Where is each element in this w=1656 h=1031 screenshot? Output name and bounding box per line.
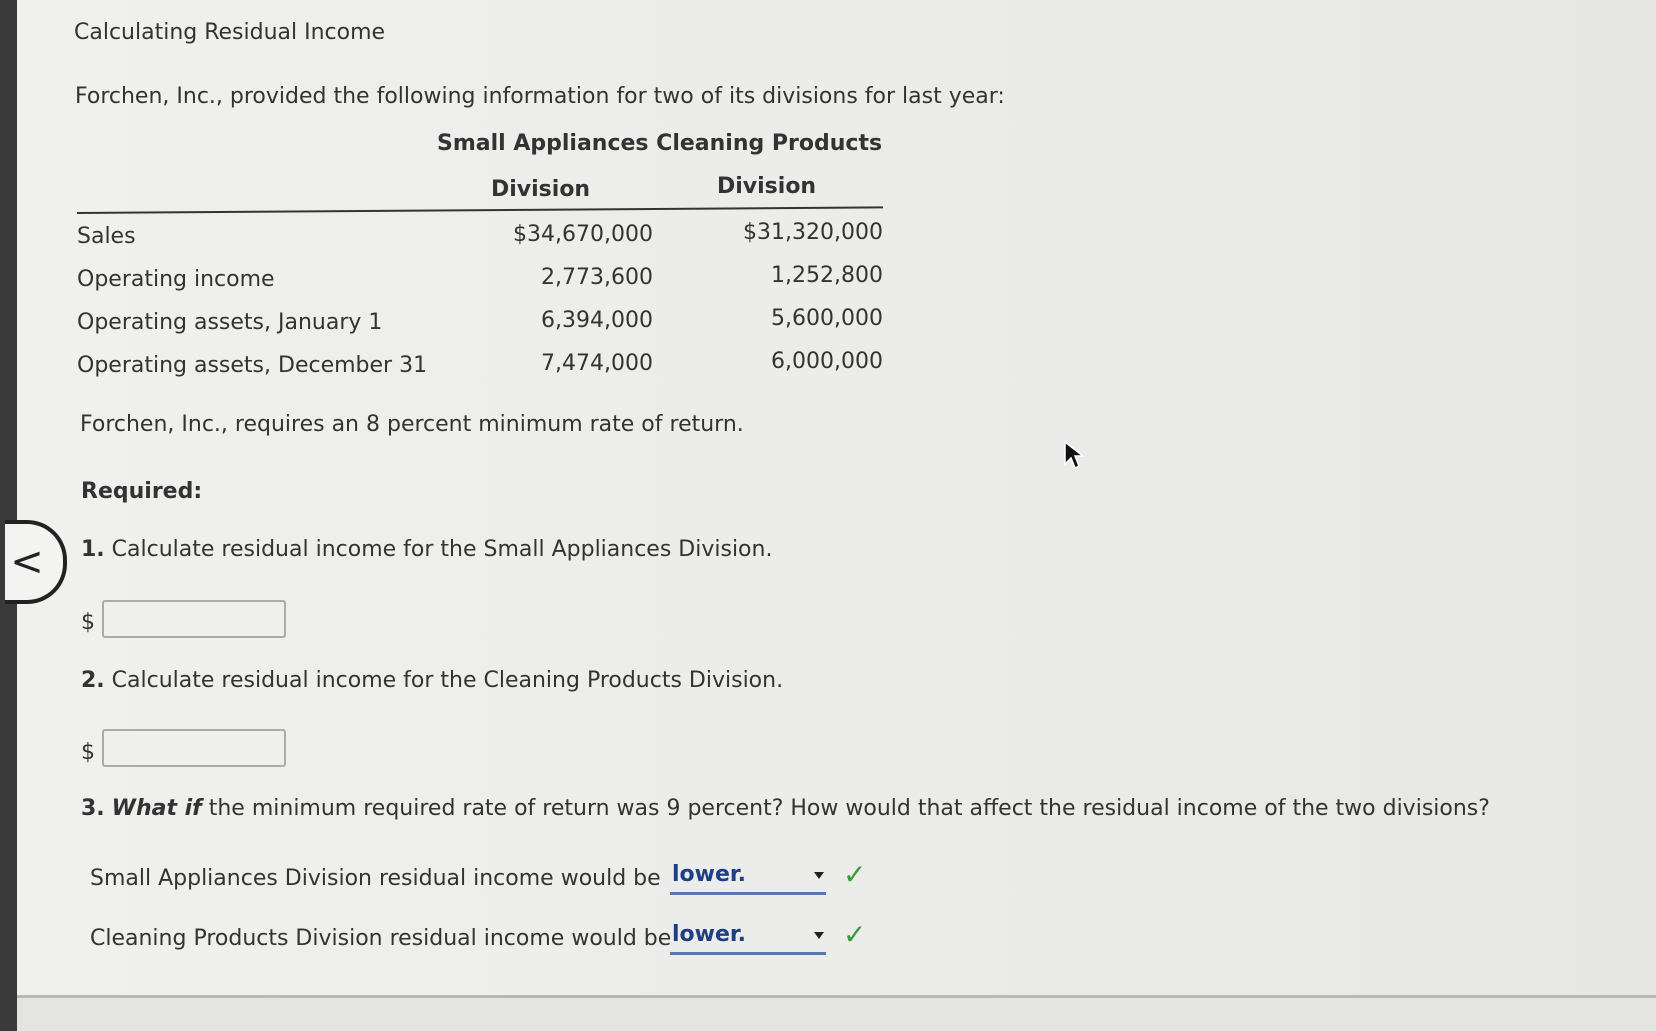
question-text: Calculate residual income for the Cleaning Products Division. — [111, 668, 784, 693]
table-header-col1: Division — [491, 177, 591, 202]
caret-down-icon — [814, 932, 824, 939]
currency-symbol: $ — [81, 740, 95, 765]
question-number: 3. — [81, 796, 105, 821]
left-edge — [0, 0, 17, 1031]
question-number: 2. — [81, 668, 105, 693]
table-header-col2: Division — [717, 174, 817, 199]
check-icon: ✓ — [843, 918, 867, 951]
required-heading: Required: — [81, 479, 203, 504]
row-label: Operating assets, January 1 — [77, 310, 383, 335]
table-header-divisions: Small Appliances Cleaning Products — [437, 131, 883, 156]
cleaning-products-dropdown[interactable] — [670, 922, 826, 955]
small-appliances-answer-label: Small Appliances Division residual income would be — [90, 866, 661, 891]
small-appliances-value: 7,474,000 — [541, 351, 653, 376]
question-2 — [81, 668, 783, 693]
table-divider — [77, 206, 883, 214]
row-label: Sales — [77, 224, 136, 249]
dropdown-value: lower. — [672, 862, 746, 887]
check-icon: ✓ — [843, 858, 867, 891]
table-row — [77, 349, 883, 383]
page-footer-area — [17, 998, 1656, 1031]
page-title: Calculating Residual Income — [74, 20, 386, 45]
question-number: 1. — [81, 537, 105, 562]
question-text: the minimum required rate of return was 9 percent? How would that affect the residual income of the two divisions? — [208, 796, 1490, 821]
cleaning-products-value: $31,320,000 — [743, 220, 883, 245]
small-appliances-value: 6,394,000 — [541, 308, 653, 333]
row-label: Operating assets, December 31 — [77, 353, 428, 378]
caret-down-icon — [814, 872, 824, 879]
small-appliances-value: 2,773,600 — [541, 265, 653, 290]
minimum-rate-note: Forchen, Inc., requires an 8 percent minimum rate of return. — [80, 412, 744, 437]
mouse-pointer-icon — [1063, 440, 1087, 472]
cleaning-products-answer-label: Cleaning Products Division residual income would be — [90, 926, 672, 951]
table-row — [77, 263, 883, 297]
cleaning-products-value: 5,600,000 — [771, 306, 883, 331]
table-row — [77, 306, 883, 340]
back-button[interactable] — [5, 520, 67, 604]
question-page — [10, 0, 1656, 998]
intro-text: Forchen, Inc., provided the following information for two of its divisions for last year: — [75, 84, 1005, 109]
small-appliances-dropdown[interactable] — [670, 862, 826, 895]
cleaning-products-value: 6,000,000 — [771, 349, 883, 374]
dropdown-value: lower. — [672, 922, 746, 947]
question-emphasis: What if — [111, 796, 202, 821]
table-row — [77, 220, 883, 254]
cleaning-products-value: 1,252,800 — [771, 263, 883, 288]
small-appliances-value: $34,670,000 — [513, 222, 653, 247]
currency-symbol: $ — [81, 610, 95, 635]
cleaning-products-residual-income-input[interactable] — [102, 729, 286, 767]
question-text: Calculate residual income for the Small Appliances Division. — [111, 537, 773, 562]
question-3 — [81, 796, 1490, 821]
chevron-left-icon: < — [10, 539, 44, 585]
question-1 — [81, 537, 772, 562]
small-appliances-residual-income-input[interactable] — [102, 600, 286, 638]
row-label: Operating income — [77, 267, 275, 292]
